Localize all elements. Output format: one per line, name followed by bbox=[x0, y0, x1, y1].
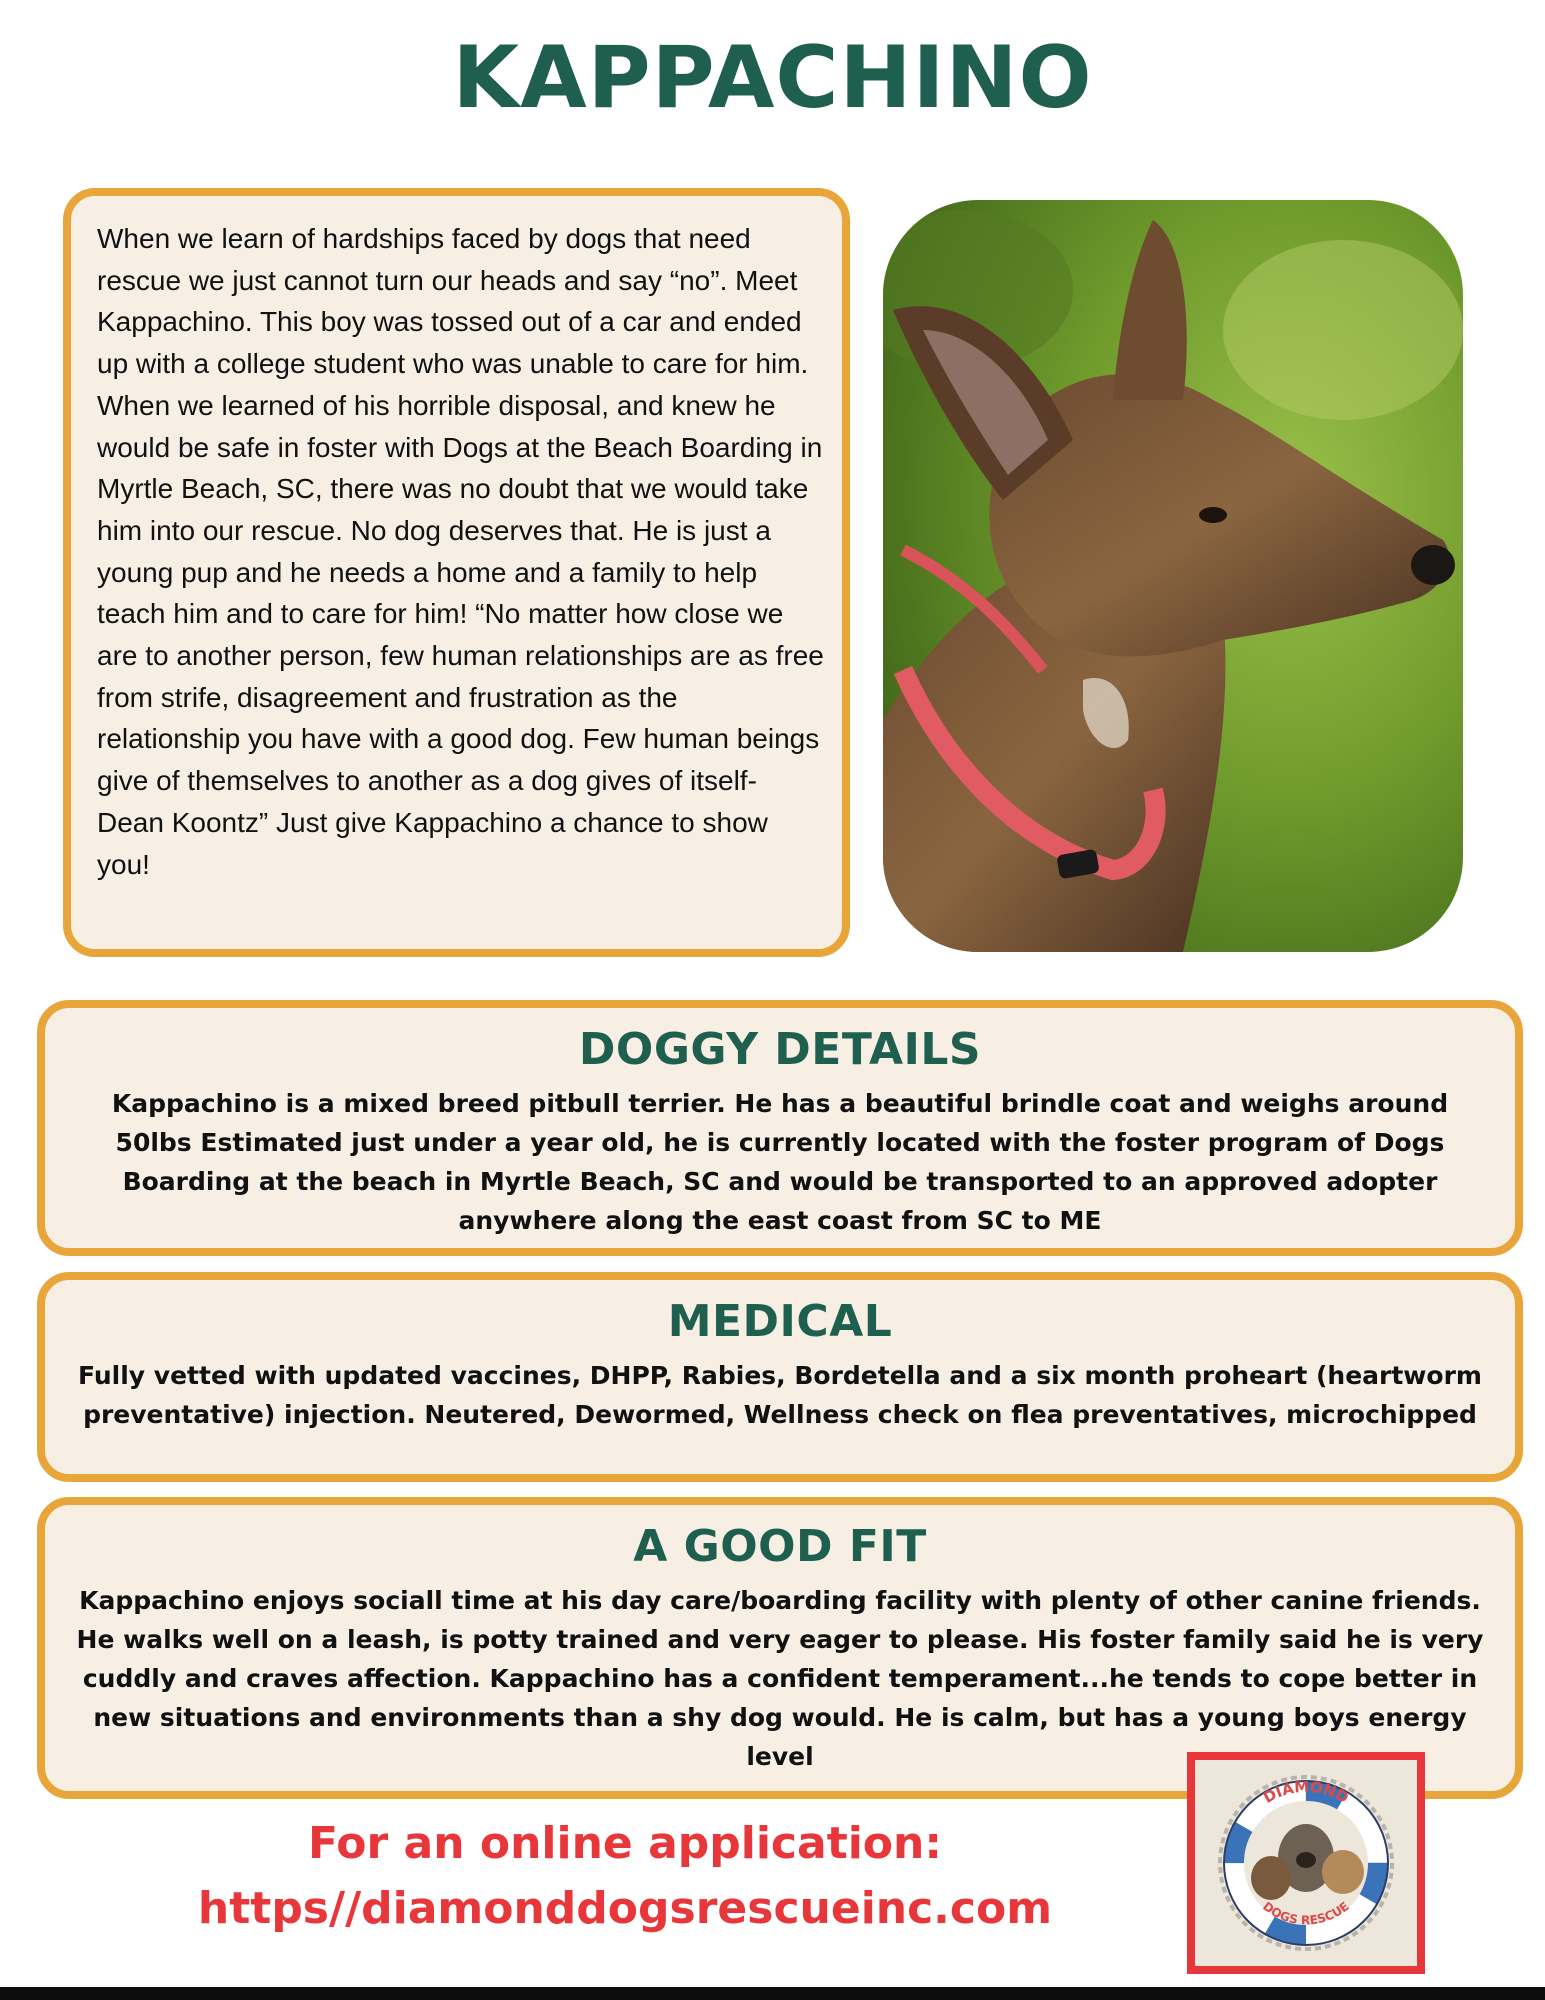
medical-text: Fully vetted with updated vaccines, DHPP, Rabies, Bordetella and a six month proheart (heartworm preventative) injection. Neutered, Dewormed, Wellness check on flea preventatives, microchipped bbox=[78, 1361, 1482, 1429]
story-box bbox=[63, 188, 850, 957]
life-ring-logo-icon bbox=[1195, 1760, 1417, 1966]
good-fit-heading: A GOOD FIT bbox=[633, 1521, 927, 1572]
good-fit-text: Kappachino enjoys sociall time at his day care/boarding facility with plenty of other canine friends. He walks well on a leash, is potty trained and very eager to please. His foster family said he is very cuddly and craves affection. Kappachino has a confident temperament...he tends to cope better in new situations and environments than a shy dog would. He is calm, but has a young boys energy level bbox=[76, 1586, 1484, 1771]
application-link[interactable]: https//diamonddogsrescueinc.com bbox=[197, 1883, 1053, 1934]
story-text: When we learn of hardships faced by dogs that need rescue we just cannot turn our heads and say “no”. Meet Kappachino. This boy was tossed out of a car and ended up with a college student who was unable to care for him. When we learned of his horrible disposal, and knew he would be safe in foster with Dogs at the Beach Boarding in Myrtle Beach, SC, there was no doubt that we would take him into our rescue. No dog deserves that. He is just a young pup and he needs a home and a family to help teach him and to care for him! “No matter how close we are to another person, few human relationships are as free from strife, disagreement and frustration as the relationship you have with a good dog. Few human beings give of themselves to another as a dog gives of itself- Dean Koontz” Just give Kappachino a chance to show you! bbox=[97, 223, 824, 880]
logo-top-text: DIAMOND bbox=[1260, 1777, 1352, 1807]
doggy-details-text: Kappachino is a mixed breed pitbull terrier. He has a beautiful brindle coat and weighs around 50lbs Estimated just under a year old, he is currently located with the foster program of Dogs Boarding at the beach in Myrtle Beach, SC and would be transported to an approved adopter anywhere along the east coast from SC to ME bbox=[111, 1089, 1449, 1235]
medical-heading: MEDICAL bbox=[667, 1296, 893, 1347]
dog-photo bbox=[883, 200, 1463, 952]
logo-bottom-text: DOGS RESCUE bbox=[1260, 1899, 1352, 1928]
dog-photo-illustration bbox=[883, 200, 1463, 952]
doggy-details-heading: DOGGY DETAILS bbox=[578, 1024, 982, 1075]
application-label: For an online application: bbox=[308, 1818, 942, 1869]
bottom-border bbox=[0, 1987, 1545, 2000]
doggy-details-section bbox=[37, 1000, 1523, 1256]
rescue-logo bbox=[1187, 1752, 1425, 1974]
page-title: KAPPACHINO bbox=[452, 28, 1093, 128]
medical-section bbox=[37, 1272, 1523, 1482]
